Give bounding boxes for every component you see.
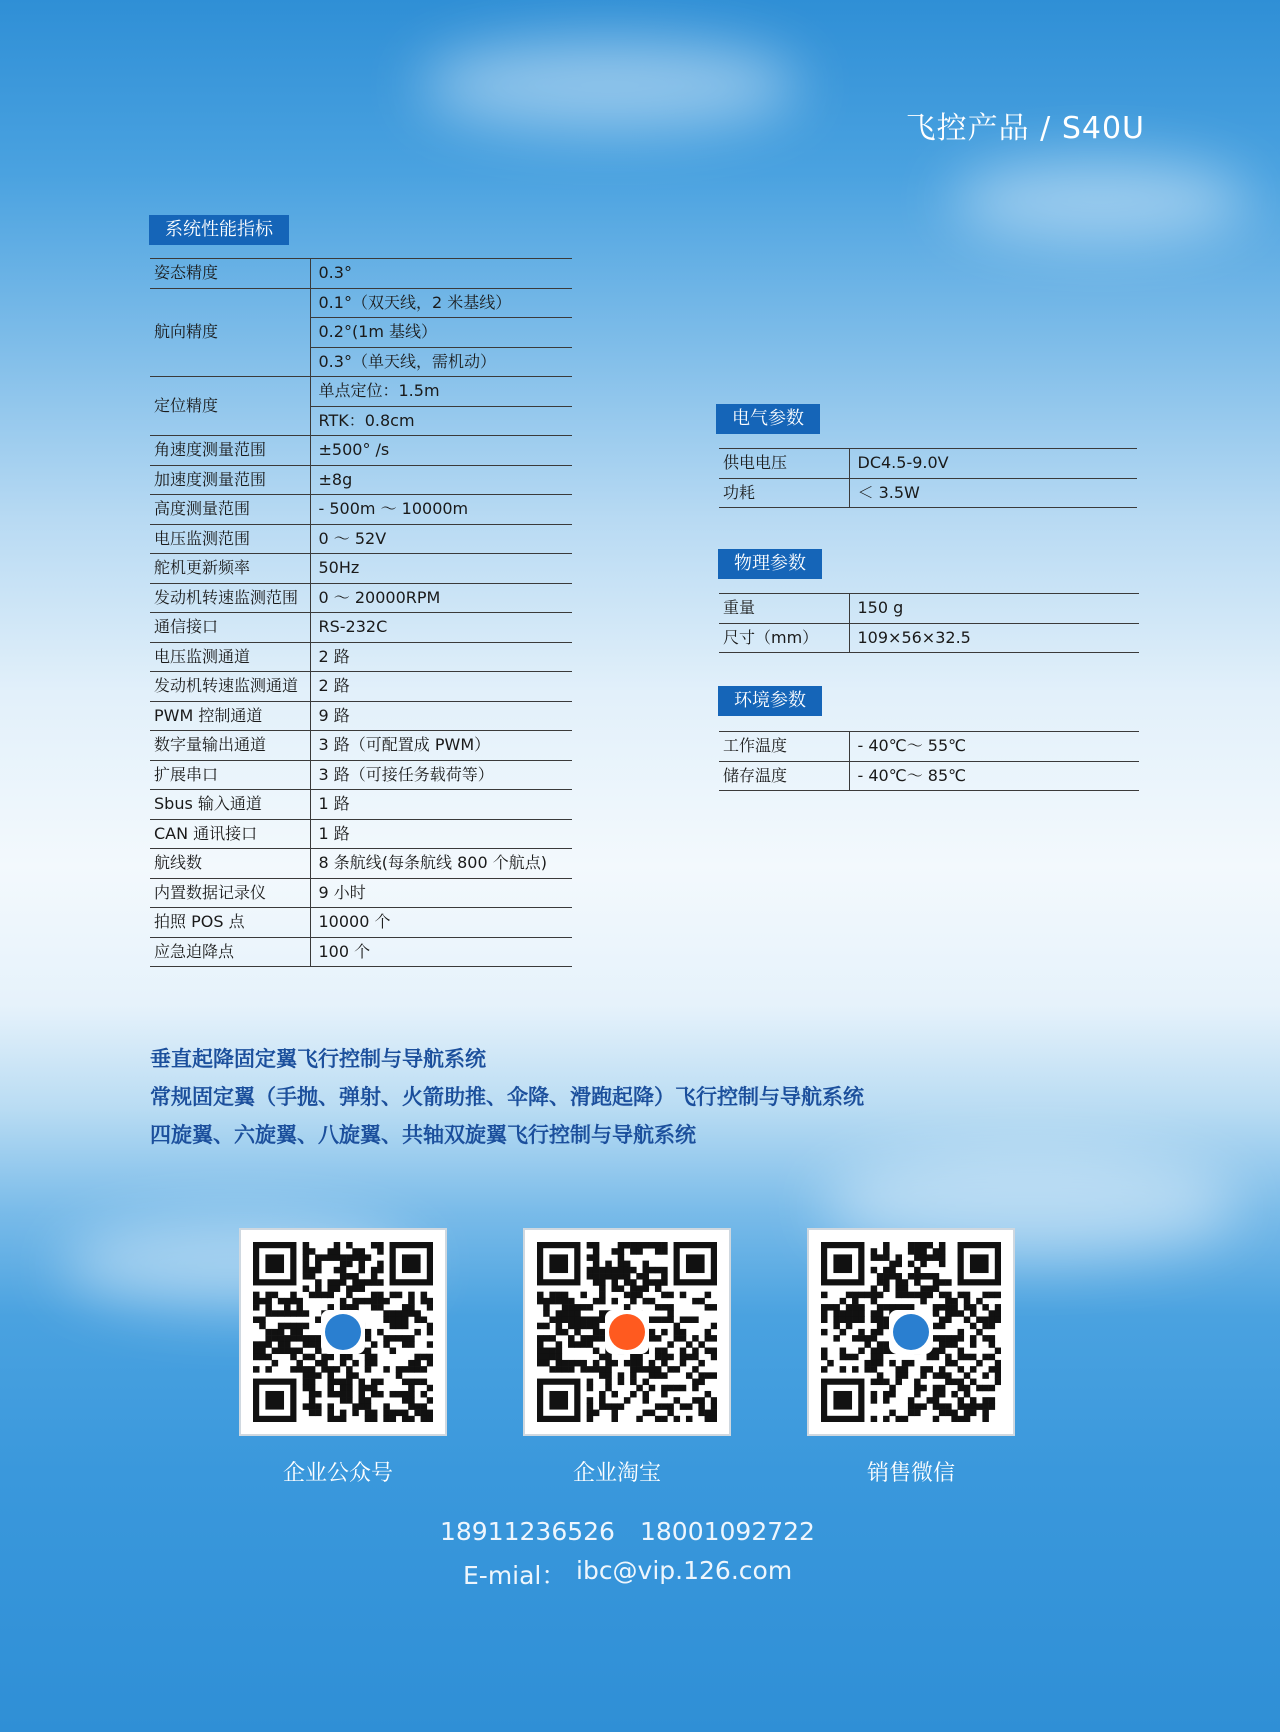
cloud [950, 160, 1250, 240]
electrical-spec-table [719, 448, 1137, 508]
spec-label: 功耗 [719, 478, 849, 508]
spec-row [719, 732, 1139, 762]
tagline: 垂直起降固定翼飞行控制与导航系统 [150, 1047, 486, 1071]
spec-label: 高度测量范围 [150, 495, 310, 525]
spec-value: 0.3°（单天线，需机动） [310, 347, 572, 377]
spec-label: 拍照 POS 点 [150, 908, 310, 938]
spec-label: 尺寸（mm） [719, 623, 849, 653]
spec-row [150, 436, 572, 466]
spec-value: ±8g [310, 465, 572, 495]
spec-value: 单点定位：1.5m [310, 377, 572, 407]
spec-label: 应急迫降点 [150, 937, 310, 967]
spec-value: 3 路（可配置成 PWM） [310, 731, 572, 761]
spec-value: - 500m ～ 10000m [310, 495, 572, 525]
spec-value: - 40℃～ 85℃ [849, 761, 1139, 791]
physical-section-tag: 物理参数 [718, 549, 822, 579]
spec-value: DC4.5-9.0V [849, 449, 1137, 479]
page-title: 飞控产品 / S40U [905, 111, 1145, 146]
spec-value: 3 路（可接任务载荷等） [310, 760, 572, 790]
spec-row [719, 623, 1139, 653]
spec-label: 加速度测量范围 [150, 465, 310, 495]
email-label: E-mial： [463, 1561, 567, 1590]
spec-label: 数字量输出通道 [150, 731, 310, 761]
spec-row [150, 790, 572, 820]
physical-spec-table [719, 593, 1139, 653]
environment-section-tag: 环境参数 [718, 686, 822, 716]
spec-label: PWM 控制通道 [150, 701, 310, 731]
spec-row [150, 288, 572, 318]
tagline: 四旋翼、六旋翼、八旋翼、共轴双旋翼飞行控制与导航系统 [150, 1123, 696, 1147]
spec-value: 2 路 [310, 672, 572, 702]
tagline: 常规固定翼（手抛、弹射、火箭助推、伞降、滑跑起降）飞行控制与导航系统 [150, 1085, 864, 1109]
spec-label: 扩展串口 [150, 760, 310, 790]
spec-row [150, 908, 572, 938]
spec-label: 电压监测通道 [150, 642, 310, 672]
spec-row [150, 878, 572, 908]
qr-code-wechat-official [241, 1230, 445, 1434]
qr-center-logo-icon [605, 1310, 649, 1354]
qr-label-sales-wechat: 销售微信 [866, 1461, 955, 1486]
spec-row [150, 495, 572, 525]
spec-value: 9 小时 [310, 878, 572, 908]
spec-value: 0.3° [310, 259, 572, 289]
spec-row [150, 731, 572, 761]
spec-value: 10000 个 [310, 908, 572, 938]
spec-value: RS-232C [310, 613, 572, 643]
qr-code-sales-wechat [809, 1230, 1013, 1434]
spec-label: Sbus 输入通道 [150, 790, 310, 820]
spec-row [150, 819, 572, 849]
spec-row [150, 583, 572, 613]
spec-row [150, 465, 572, 495]
spec-label: 舵机更新频率 [150, 554, 310, 584]
spec-value: 0.2°(1m 基线） [310, 318, 572, 348]
spec-row [719, 478, 1137, 508]
spec-label: 内置数据记录仪 [150, 878, 310, 908]
spec-row [150, 760, 572, 790]
spec-value: 1 路 [310, 819, 572, 849]
spec-label: 工作温度 [719, 732, 849, 762]
qr-label-taobao: 企业淘宝 [572, 1461, 661, 1486]
spec-row [150, 613, 572, 643]
spec-value: 1 路 [310, 790, 572, 820]
spec-row [150, 672, 572, 702]
spec-value: ±500° /s [310, 436, 572, 466]
electrical-section-tag: 电气参数 [716, 404, 820, 434]
qr-label-wechat-official: 企业公众号 [282, 1461, 393, 1486]
spec-row [719, 761, 1139, 791]
spec-label: 储存温度 [719, 761, 849, 791]
qr-center-logo-icon [889, 1310, 933, 1354]
spec-value: 0.1°（双天线，2 米基线） [310, 288, 572, 318]
email-address: ibc@vip.126.com [576, 1556, 793, 1585]
system-spec-table [150, 258, 572, 967]
spec-label: 发动机转速监测范围 [150, 583, 310, 613]
spec-label: 供电电压 [719, 449, 849, 479]
spec-value: - 40℃～ 55℃ [849, 732, 1139, 762]
spec-label: 航向精度 [150, 288, 310, 377]
spec-label: 重量 [719, 594, 849, 624]
spec-value: 109×56×32.5 [849, 623, 1139, 653]
spec-label: 电压监测范围 [150, 524, 310, 554]
system-section-tag: 系统性能指标 [149, 215, 289, 245]
spec-value: 9 路 [310, 701, 572, 731]
spec-row [150, 259, 572, 289]
spec-row [150, 701, 572, 731]
spec-row [719, 594, 1139, 624]
spec-row [150, 554, 572, 584]
spec-row [150, 849, 572, 879]
cloud [420, 40, 800, 130]
spec-row [719, 449, 1137, 479]
spec-value: 0 ～ 20000RPM [310, 583, 572, 613]
environment-spec-table [719, 731, 1139, 791]
phone-number-2: 18001092722 [640, 1517, 815, 1546]
spec-value: RTK：0.8cm [310, 406, 572, 436]
spec-value: 100 个 [310, 937, 572, 967]
spec-label: 通信接口 [150, 613, 310, 643]
spec-value: ＜ 3.5W [849, 478, 1137, 508]
spec-label: 航线数 [150, 849, 310, 879]
spec-row [150, 524, 572, 554]
spec-label: 角速度测量范围 [150, 436, 310, 466]
phone-number-1: 18911236526 [440, 1517, 615, 1546]
spec-value: 2 路 [310, 642, 572, 672]
spec-label: 定位精度 [150, 377, 310, 436]
spec-label: CAN 通讯接口 [150, 819, 310, 849]
spec-value: 8 条航线(每条航线 800 个航点) [310, 849, 572, 879]
spec-row [150, 377, 572, 407]
spec-row [150, 937, 572, 967]
qr-code-taobao [525, 1230, 729, 1434]
spec-value: 150 g [849, 594, 1139, 624]
spec-label: 姿态精度 [150, 259, 310, 289]
spec-value: 50Hz [310, 554, 572, 584]
qr-center-logo-icon [321, 1310, 365, 1354]
spec-row [150, 642, 572, 672]
spec-label: 发动机转速监测通道 [150, 672, 310, 702]
spec-value: 0 ～ 52V [310, 524, 572, 554]
